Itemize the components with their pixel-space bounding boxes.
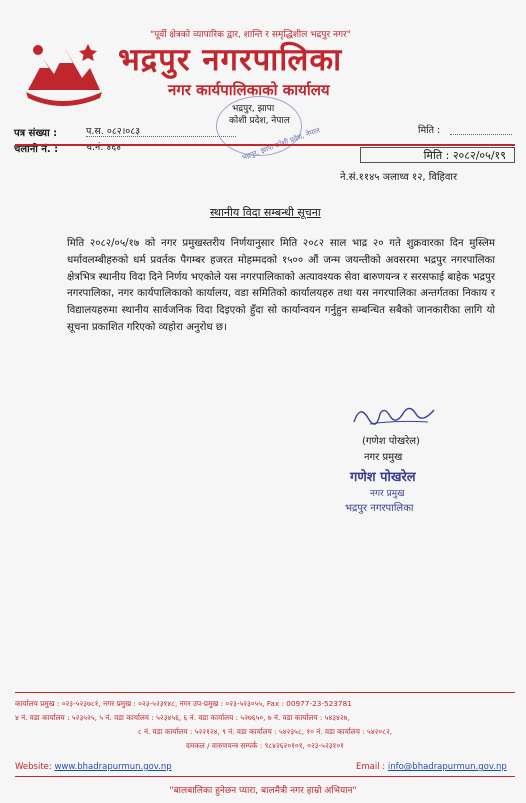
notice-body: मिति २०८२/०५/१७ को नगर प्रमुखस्तरीय निर्णयानुसार मिति २०८२ साल भाद्र २० गते शुक्रवारका दिन मुस्लिम धर्मावलम्बीहरुको धर्म प्रवर्तक पैगम्बर हजरत मोहम्मदको १५०० औं जन्म जयन्तीको अवसरमा भद्रपुर नगरपालिका क्षेत्रभित्र स्थानीय विदा दिने निर्णय भएकोले यस नगरपालिकाको अत्यावश्यक सेवा बारुणयन्त्र र सरसफाई बाहेक भद्रपुर नगरपालिका, नगर कार्यपालिकाको कार्यालय, वडा समितिको कार्यालयहरु तथा यस नगरपालिका अन्तर्गतका निकाय र विद्यालयहरुमा स्थानीय सार्वजनिक विदा दिइएको हुँदा सो कार्यान्वयन गर्नुहुन सम्बन्धित सबैको जानकारीका लागि यो सूचना प्रकाशित गरिएको व्यहोरा अनुरोध छ। (67, 238, 495, 333)
website-label: Website: (15, 762, 55, 772)
email-label: Email : (356, 762, 388, 772)
miti-label: मिति : (418, 125, 441, 136)
email-link[interactable]: info@bhadrapurmun.gov.np (387, 762, 507, 772)
header-rule (15, 144, 515, 146)
address-line-2: कोशी प्रदेश, नेपाल (229, 116, 290, 126)
signatory-name: (गणेश पोखरेल) (362, 436, 420, 447)
website (15, 762, 172, 772)
signatory-title: नगर प्रमुख (364, 452, 403, 463)
nepal-sambat-date: ने.सं.११४५ ञलाथ्व १२, विहिवार (340, 172, 458, 183)
chalani-value: च.नं. ४६४ (86, 142, 122, 153)
footer-contacts-1: कार्यालय प्रमुख : ०२३-५२३७८१, नगर प्रमुख : ०२३-५२३१४८, नगर उप-प्रमुख : ०२३-५२३०५५, Fax : 00977-23-523781 (15, 699, 352, 708)
website-link[interactable]: www.bhadrapurmun.gov.np (54, 762, 172, 772)
footer-rule (15, 692, 515, 693)
chalani-label: चलानी नं. : (14, 144, 59, 155)
office-subtitle: नगर कार्यपालिकाको कार्यालय (168, 81, 330, 99)
office-name: भद्रपुर नगरपालिका (118, 42, 343, 78)
footer-contacts-3: ८ नं. वडा कार्यालय : ५२२१२४, ९ नं. वडा कार्यालय : ५४२३५८, १० नं. वडा कार्यालय : ५४२०८२, (137, 727, 393, 736)
signature-stamp-title: नगर प्रमुख (370, 489, 405, 499)
signature-stamp-org: भद्रपुर नगरपालिका (345, 503, 414, 514)
email (356, 762, 507, 772)
bottom-slogan: "बालबालिका हुनेछन प्यारा, बालमैत्री नगर हाम्रो अभियान" (169, 786, 357, 796)
stamp-text: भद्रपुर, झापा कोशी प्रदेश, नेपाल (240, 126, 322, 162)
signature-stamp-name: गणेश पोखरेल (350, 470, 416, 485)
miti-line (450, 134, 512, 135)
signature-scribble (350, 400, 440, 428)
patra-sankhya-value: प.स. ०८२।०८३ (86, 126, 141, 137)
patra-sankhya-line (86, 136, 236, 137)
date-box: मिति : २०८२/०५/१९ (360, 147, 515, 163)
notice-subject: स्थानीय विदा सम्बन्धी सूचना (210, 206, 321, 219)
footer-rule-2 (15, 776, 515, 777)
nepal-emblem-icon (18, 36, 106, 112)
footer-contacts-4: दमकल / वारुणयन्त्र सम्पर्क : ९८४२६२०१०१, ०२३-५२३१०१ (186, 741, 344, 750)
address-line-1: भद्रपुर, झापा (232, 104, 275, 114)
top-slogan: "पूर्वी क्षेत्रको व्यापारिक द्वार, शान्ति र समृद्धिशील भद्रपुर नगर" (150, 30, 351, 40)
footer-contacts-2: ४ नं. वडा कार्यालय : ५२३५२५, ५ नं. वडा कार्यालय : ५२३४५६, ६ नं. वडा कार्यालय : ५२७६५०, ७ नं. वडा कार्यालय : ५४३४२७, (15, 713, 350, 722)
patra-sankhya-label: पत्र संख्या : (14, 128, 58, 139)
